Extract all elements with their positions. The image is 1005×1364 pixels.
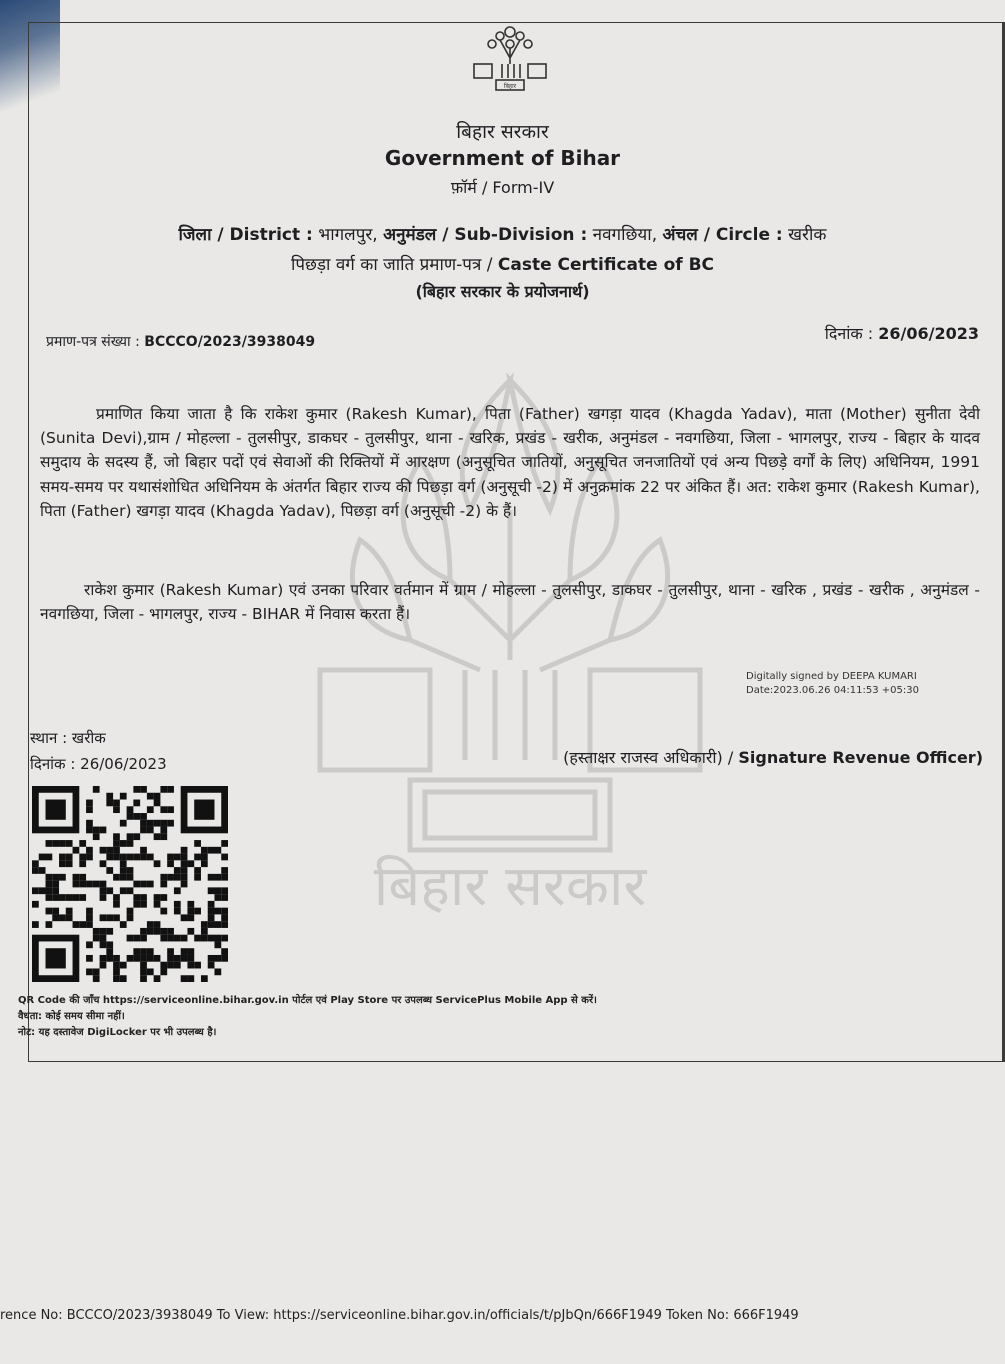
certificate-number-label: प्रमाण-पत्र संख्या : xyxy=(46,334,140,350)
district-label: जिला / District : xyxy=(178,225,313,245)
signatory-english: Signature Revenue Officer) xyxy=(738,748,983,767)
qr-verification-note: QR Code की जाँच https://serviceonline.bihar.gov.in पोर्टल एवं Play Store पर उपलब्ध ServicePlus Mobile App से करें। xyxy=(18,995,597,1006)
validity-note: वैधता: कोई समय सीमा नहीं। xyxy=(18,1011,125,1022)
certificate-title xyxy=(0,252,1005,275)
bihar-emblem-logo xyxy=(470,18,550,98)
digital-signature xyxy=(746,670,919,698)
circle-label: अंचल / Circle : xyxy=(662,225,783,245)
signatory-line xyxy=(563,746,983,768)
certificate-paragraph-2: राकेश कुमार (Rakesh Kumar) एवं उनका परिवार वर्तमान में ग्राम / मोहल्ला - तुलसीपुर, डाकघर - तुलसीपुर, थाना - खरिक , प्रखंड - खरीक , अनुमंडल - नवगछिया, जिला - भागलपुर, राज्य - BIHAR में निवास करता हैं। xyxy=(40,581,980,624)
subdivision-value: नवगछिया, xyxy=(592,225,658,245)
digital-signature-date: Date:2023.06.26 04:11:53 +05:30 xyxy=(746,685,919,696)
certificate-number xyxy=(46,332,315,351)
place-line: स्थान : खरीक xyxy=(30,729,106,747)
header-english-title: Government of Bihar xyxy=(384,146,621,170)
certificate-date-value: 26/06/2023 xyxy=(878,324,979,343)
certificate-title-hindi: पिछड़ा वर्ग का जाति प्रमाण-पत्र / xyxy=(290,255,493,275)
digital-signature-name: Digitally signed by DEEPA KUMARI xyxy=(746,671,917,682)
watermark-text: बिहार सरकार xyxy=(373,854,647,919)
district-value: भागलपुर, xyxy=(318,225,378,245)
subdivision-label: अनुमंडल / Sub-Division : xyxy=(383,225,588,245)
certificate-date-label: दिनांक : xyxy=(824,324,874,343)
signatory-hindi: (हस्ताक्षर राजस्व अधिकारी) / xyxy=(563,748,734,767)
issue-date-line: दिनांक : 26/06/2023 xyxy=(30,755,167,773)
certificate-paragraph-1: प्रमाणित किया जाता है कि राकेश कुमार (Rakesh Kumar), पिता (Father) खगड़ा यादव (Khagda Yadav), माता (Mother) सुनीता देवी (Sunita Devi),ग्राम / मोहल्ला - तुलसीपुर, डाकघर - तुलसीपुर, थाना - खरिक, प्रखंड - खरीक, अनुमंडल - नवगछिया, जिला - भागलपुर, राज्य - बिहार के यादव समुदाय के सदस्य हैं, जो बिहार पदों एवं सेवाओं की रिक्तियों में आरक्षण (अनुसूचित जातियों, अनुसूचित जनजातियों एवं अन्य पिछड़े वर्गों के लिए) अधिनियम, 1991 समय-समय पर यथासंशोधित अधिनियम के अंतर्गत बिहार राज्य की पिछड़ा वर्ग (अनुसूची -2) में अनुक्रमांक 22 पर अंकित हैं। अत: राकेश कुमार (Rakesh Kumar), पिता (Father) खगड़ा यादव (Khagda Yadav), पिछड़ा वर्ग (अनुसूची -2) के हैं। xyxy=(40,405,980,520)
certificate-number-value: BCCCO/2023/3938049 xyxy=(144,334,316,350)
certificate-title-english: Caste Certificate of BC xyxy=(497,255,715,275)
logo-label: बिहार xyxy=(503,83,517,90)
verification-qr-code[interactable] xyxy=(32,786,228,982)
certificate-subtitle: (बिहार सरकार के प्रयोजनार्थ) xyxy=(415,282,590,301)
form-number: फ़ॉर्म / Form-IV xyxy=(450,178,555,197)
circle-value: खरीक xyxy=(788,225,827,245)
footer-reference: rence No: BCCCO/2023/3938049 To View: https://serviceonline.bihar.gov.in/officials/t/pJbQn/666F1949 Token No: 666F1949 xyxy=(0,1308,799,1323)
header-hindi-title: बिहार सरकार xyxy=(456,121,549,143)
location-line xyxy=(0,222,1005,245)
digilocker-note: नोट: यह दस्तावेज DigiLocker पर भी उपलब्ध है। xyxy=(18,1027,217,1038)
certificate-date xyxy=(825,322,979,344)
